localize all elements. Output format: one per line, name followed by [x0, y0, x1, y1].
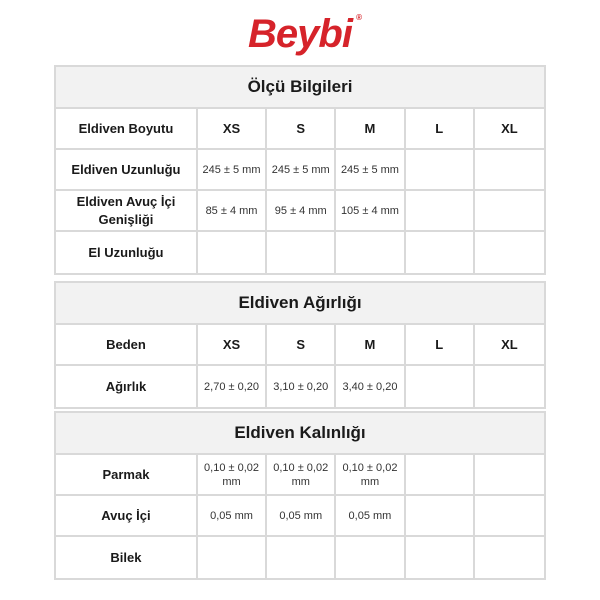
value-cell [475, 455, 544, 494]
value-cell: 3,40 ± 0,20 [336, 366, 405, 407]
value-cell: 0,05 mm [336, 496, 405, 535]
value-cell [406, 366, 475, 407]
value-cell: 245 ± 5 mm [336, 150, 405, 189]
table-row [56, 191, 544, 232]
value-cell [406, 537, 475, 578]
header-label: Beden [56, 325, 198, 364]
table-row [56, 455, 544, 496]
row-label: El Uzunluğu [56, 232, 198, 273]
value-cell: 0,10 ± 0,02 mm [198, 455, 267, 494]
value-cell [406, 150, 475, 189]
brand-name: Beybi ® [248, 12, 361, 56]
table-header-row [56, 325, 544, 366]
value-cell [475, 232, 544, 273]
table-row [56, 150, 544, 191]
brand-logo [0, 10, 600, 58]
table-row [56, 366, 544, 407]
table-row [56, 496, 544, 537]
value-cell: 0,05 mm [267, 496, 336, 535]
value-cell [406, 191, 475, 230]
size-header-s: S [267, 109, 336, 148]
value-cell: 95 ± 4 mm [267, 191, 336, 230]
row-label: Ağırlık [56, 366, 198, 407]
size-header-m: M [336, 109, 405, 148]
size-header-xl: XL [501, 336, 518, 352]
value-cell [475, 150, 544, 189]
value-cell: 245 ± 5 mm [198, 150, 267, 189]
table-row [56, 232, 544, 273]
value-cell [475, 191, 544, 230]
value-cell: 85 ± 4 mm [198, 191, 267, 230]
section-title: Ölçü Bilgileri [56, 67, 544, 109]
value-cell [406, 232, 475, 273]
section-size-info [54, 65, 546, 275]
value-cell [267, 232, 336, 273]
value-cell [267, 537, 336, 578]
row-label: Eldiven Avuç İçi Genişliği [56, 191, 198, 230]
value-cell [406, 455, 475, 494]
value-cell [336, 537, 405, 578]
row-label: Avuç İçi [56, 496, 198, 535]
size-header-l: L [406, 109, 475, 148]
value-cell: 0,10 ± 0,02 mm [267, 455, 336, 494]
section-glove-thickness [54, 411, 546, 580]
value-cell: 0,05 mm [198, 496, 267, 535]
value-cell [475, 366, 544, 407]
value-cell: 2,70 ± 0,20 [198, 366, 267, 407]
row-label: Eldiven Uzunluğu [56, 150, 198, 189]
value-cell [475, 537, 544, 578]
section-title: Eldiven Ağırlığı [56, 283, 544, 325]
value-cell [475, 496, 544, 535]
value-cell [198, 537, 267, 578]
size-header-xs: XS [198, 325, 267, 364]
row-label: Bilek [56, 537, 198, 578]
row-label: Parmak [56, 455, 198, 494]
table-row [56, 537, 544, 578]
size-header-xs: XS [198, 109, 267, 148]
table-header-row [56, 109, 544, 150]
header-label: Eldiven Boyutu [56, 109, 198, 148]
size-header-l: L [406, 325, 475, 364]
value-cell: 0,10 ± 0,02 mm [336, 455, 405, 494]
value-cell: 245 ± 5 mm [267, 150, 336, 189]
size-header-s: S [267, 325, 336, 364]
value-cell [336, 232, 405, 273]
size-header-xl: XL [501, 120, 518, 136]
value-cell: 105 ± 4 mm [336, 191, 405, 230]
registered-mark: ® [356, 13, 361, 22]
section-title: Eldiven Kalınlığı [56, 413, 544, 455]
value-cell [198, 232, 267, 273]
size-header-m: M [336, 325, 405, 364]
section-glove-weight [54, 281, 546, 409]
value-cell: 3,10 ± 0,20 [267, 366, 336, 407]
value-cell [406, 496, 475, 535]
